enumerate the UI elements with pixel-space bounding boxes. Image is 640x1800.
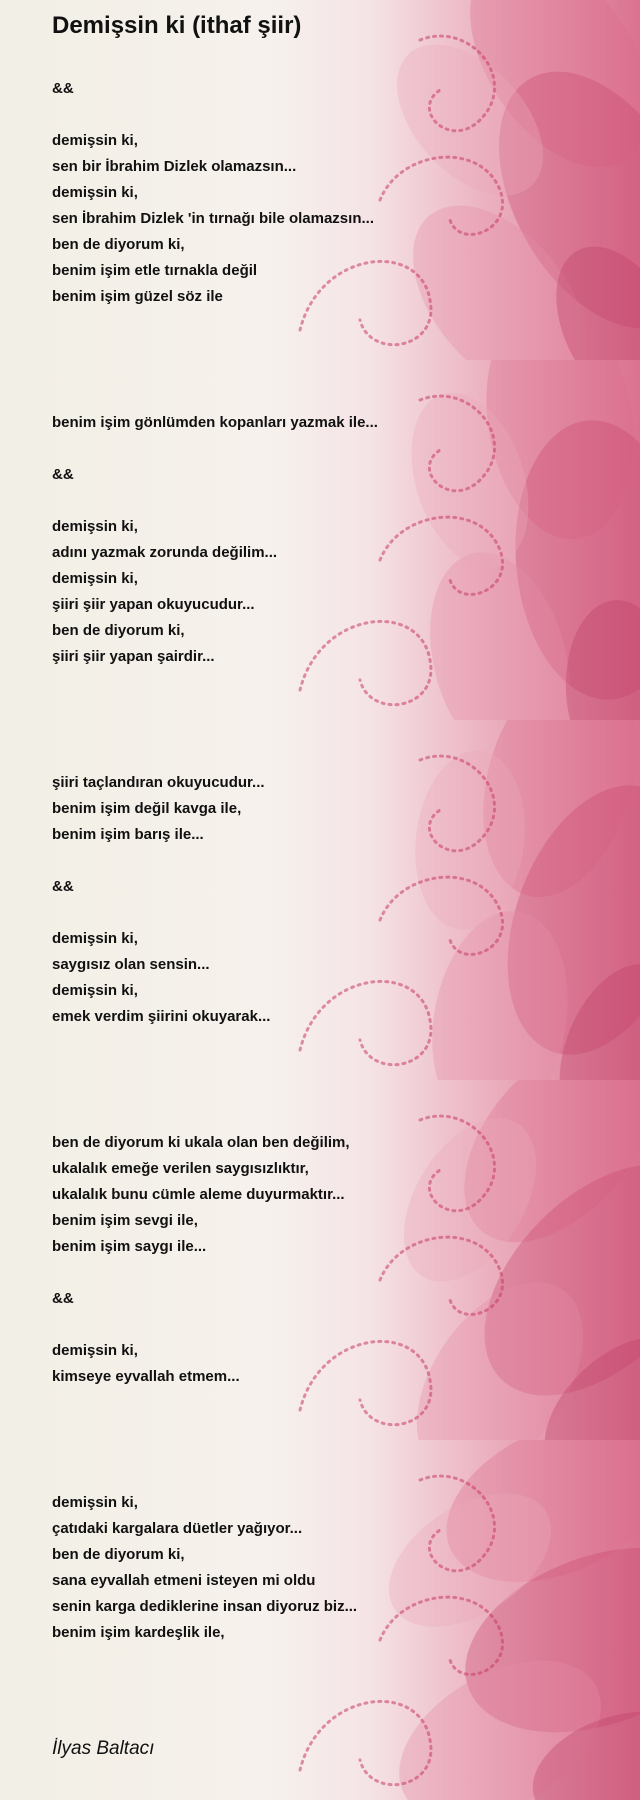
poem-line: demişsin ki, — [52, 518, 138, 535]
poem-line: ukalalık emeğe verilen saygısızlıktır, — [52, 1160, 309, 1177]
poem-line — [52, 102, 522, 128]
poem-line: benim işim güzel söz ile — [52, 288, 223, 305]
poem-section — [52, 770, 522, 1030]
poem-author: İlyas Baltacı — [52, 1738, 155, 1759]
poem-line: ukalalık bunu cümle aleme duyurmaktır... — [52, 1186, 345, 1203]
poem-line: demişsin ki, — [52, 132, 138, 149]
poem-line: benim işim gönlümden kopanları yazmak ile... — [52, 414, 378, 431]
poem-line: saygısız olan sensin... — [52, 956, 210, 973]
poem-line: benim işim değil kavga ile, — [52, 800, 242, 817]
poem-line: senin karga dediklerine insan diyoruz biz... — [52, 1598, 358, 1615]
poem-line: demişsin ki, — [52, 982, 138, 999]
poem-line: kimseye eyvallah etmem... — [52, 1368, 240, 1385]
poem-line — [52, 848, 522, 874]
poem-line: ben de diyorum ki ukala olan ben değilim, — [52, 1134, 350, 1151]
poem-line: çatıdaki kargalara düetler yağıyor... — [52, 1520, 303, 1537]
poem-line: ben de diyorum ki, — [52, 236, 185, 253]
poem-line: demişsin ki, — [52, 930, 138, 947]
poem-line: sen İbrahim Dizlek 'in tırnağı bile olamazsın... — [52, 210, 374, 227]
poem-line: şiiri şiir yapan okuyucudur... — [52, 596, 255, 613]
poem-line: benim işim saygı ile... — [52, 1238, 207, 1255]
poem-line: demişsin ki, — [52, 184, 138, 201]
poem-line: demişsin ki, — [52, 1494, 138, 1511]
poem-line: ben de diyorum ki, — [52, 1546, 185, 1563]
poem-section — [52, 410, 522, 670]
poem-section — [52, 1130, 522, 1390]
poem-line: ben de diyorum ki, — [52, 622, 185, 639]
poem-line: && — [52, 1290, 74, 1307]
poem-line: demişsin ki, — [52, 1342, 138, 1359]
poem-line — [52, 1312, 522, 1338]
poem-section — [52, 76, 522, 310]
poem-section — [52, 1490, 522, 1646]
poem-line — [52, 436, 522, 462]
poem-line: şiiri şiir yapan şairdir... — [52, 648, 215, 665]
poem-line — [52, 488, 522, 514]
poem-line — [52, 1260, 522, 1286]
poem-line: && — [52, 878, 74, 895]
poem-line: benim işim etle tırnakla değil — [52, 262, 258, 279]
poem-line: benim işim barış ile... — [52, 826, 204, 843]
poem-line: && — [52, 466, 74, 483]
poem-line — [52, 900, 522, 926]
poem-line: adını yazmak zorunda değilim... — [52, 544, 278, 561]
poem-line: benim işim sevgi ile, — [52, 1212, 198, 1229]
poem-line: demişsin ki, — [52, 570, 138, 587]
poem-line: şiiri taçlandıran okuyucudur... — [52, 774, 265, 791]
poem-line: sen bir İbrahim Dizlek olamazsın... — [52, 158, 297, 175]
poem-line: emek verdim şiirini okuyarak... — [52, 1008, 271, 1025]
poem-title: Demişsin ki (ithaf şiir) — [52, 12, 302, 39]
poem-line: benim işim kardeşlik ile, — [52, 1624, 225, 1641]
poem-line: sana eyvallah etmeni isteyen mi oldu — [52, 1572, 316, 1589]
poem-line: && — [52, 80, 74, 97]
